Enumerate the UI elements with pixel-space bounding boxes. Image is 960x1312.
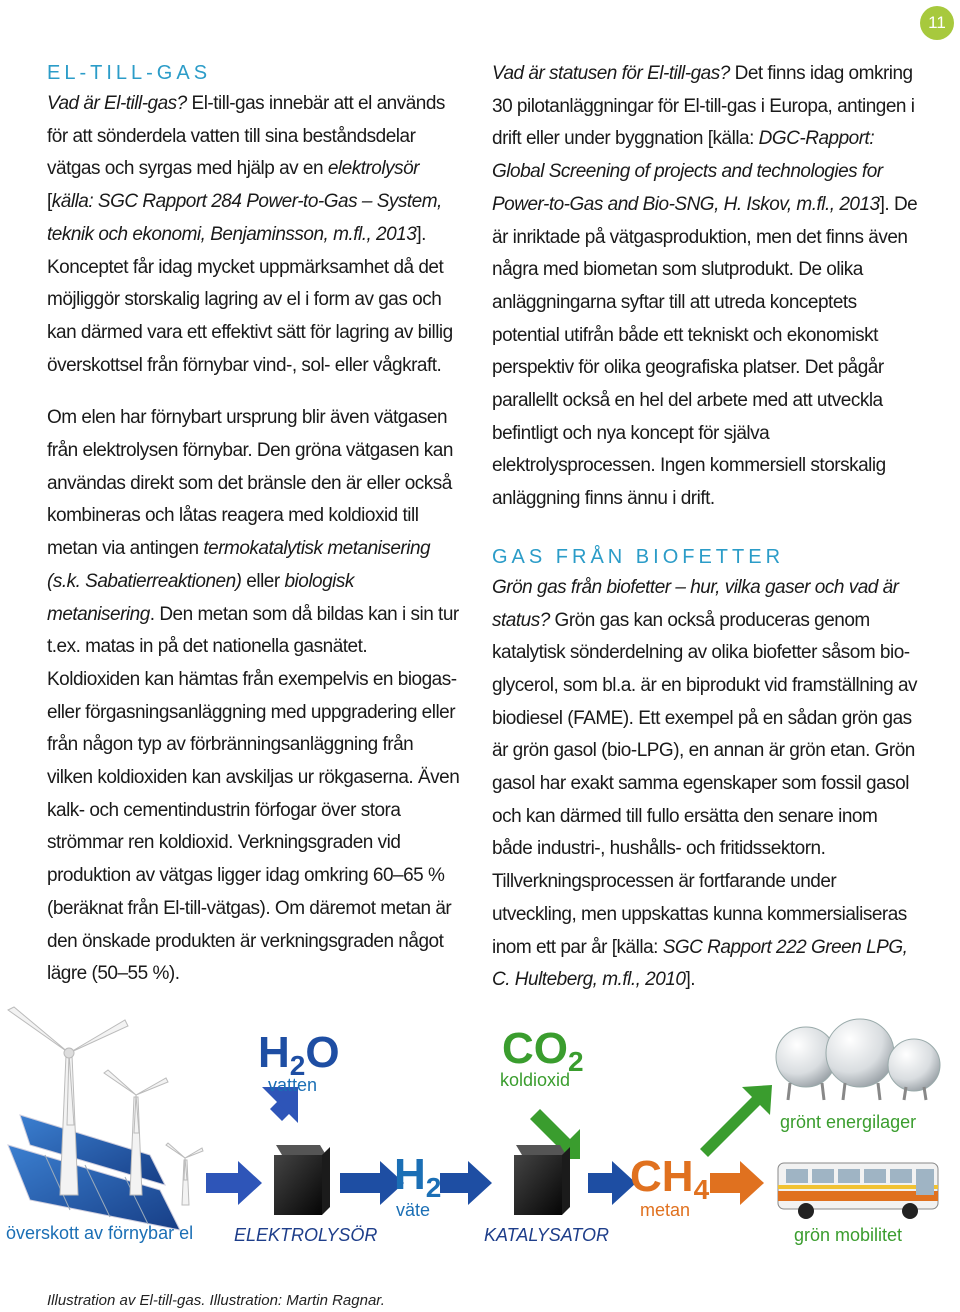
gas-storage-icon xyxy=(776,1019,940,1100)
catalyst-label: KATALYSATOR xyxy=(484,1225,610,1245)
text: [ xyxy=(47,191,52,213)
arrow-icon xyxy=(530,1085,772,1159)
renewable-source-label: överskott av förnybar el xyxy=(6,1223,194,1243)
text: ]. De är inriktade på vätgasproduktion, men det finns även några med biometan som slutprodukt. De olika anläggningarna syftar till att utreda konceptets potential utifrån både ett tekniskt och ekonomiskt perspektiv för olika geografiska platser. Det pågår parallellt också en hel del arbete med att utveckla befintligt och nya koncept för själva elektrolysprocessen. Ingen kommersiell storskalig anläggning finns ännu i drift. xyxy=(492,193,918,510)
co2-label: koldioxid xyxy=(500,1070,571,1090)
formula-subscript: 4 xyxy=(693,1174,710,1205)
electrolyser-label: ELEKTROLYSÖR xyxy=(234,1225,378,1245)
h2-label: väte xyxy=(396,1200,431,1220)
formula-subscript: 2 xyxy=(289,1050,306,1081)
water-label: vatten xyxy=(268,1075,318,1095)
source-citation: SGC Rapport 222 Green LPG, C. Hulteberg, m.fl., 2010 xyxy=(492,936,908,991)
catalyst-unit-icon xyxy=(514,1145,570,1215)
section-heading-el-till-gas: EL-TILL-GAS xyxy=(47,62,212,84)
arrow-icon xyxy=(340,1161,636,1205)
co2-formula xyxy=(502,1024,584,1077)
ch4-formula xyxy=(630,1152,710,1205)
ch4-label: metan xyxy=(640,1200,691,1220)
h2-formula xyxy=(394,1150,442,1203)
paragraph-status xyxy=(492,58,922,516)
power-to-gas-illustration xyxy=(0,995,960,1265)
text: Om elen har förnybart ursprung blir även vätgasen från elektrolysen förnybar. Den gröna vätgasen kan användas direkt som det bränsle den är eller också kombineras och låtas reagera med koldioxid till metan via antingen xyxy=(47,407,453,560)
formula-part: CO xyxy=(502,1024,568,1073)
figure-caption: Illustration av El-till-gas. Illustration: Martin Ragnar. xyxy=(47,1292,385,1309)
text: ]. Konceptet får idag mycket uppmärksamhet då det möjliggör storskalig lagring av el i form av gas och kan därmed vara ett effektivt sätt för lagring av billig överskottsel från förnybar vind-, sol- eller vågkraft. xyxy=(47,223,453,376)
bus-icon xyxy=(778,1163,938,1219)
section-heading-biofetter: GAS FRÅN BIOFETTER xyxy=(492,545,785,568)
arrow-icon xyxy=(710,1161,764,1205)
question-lead: Vad är El-till-gas? xyxy=(47,93,187,114)
formula-part: H xyxy=(258,1028,290,1077)
text: Grön gas kan också produceras genom katalytisk sönderdelning av olika biofetter såsom bio-glycerol, som bl.a. är en biprodukt vid framställning av biodiesel (FAME). Ett exempel på en sådan grön gas är grön gasol (bio-LPG), en annan är grön etan. Grön gasol har exakt samma egenskaper som fossil gasol och kan därmed till fullo ersätta den senare inom både industri-, hushålls- och fritidssektorn. Tillverkningsprocessen är fortfarande under utveckling, men uppskattas kunna kommersialiseras inom ett par år [källa: xyxy=(492,609,918,958)
text: El-till-gas innebär att el används för att sönderdela vatten till sina beståndsdelar vätgas och syrgas med hjälp av en xyxy=(47,93,445,180)
text: eller xyxy=(241,570,285,592)
text: Det finns idag omkring 30 pilotanläggningar för El-till-gas i Europa, antingen i drift eller under byggnation [källa: xyxy=(492,63,915,150)
paragraph-biofetter xyxy=(492,572,922,997)
solar-panel-icon xyxy=(8,1115,180,1230)
left-column xyxy=(47,58,462,991)
right-column xyxy=(492,58,922,997)
page-number: 11 xyxy=(920,6,954,40)
paragraph-renewable xyxy=(47,402,462,991)
formula-part: O xyxy=(305,1028,340,1077)
formula-subscript: 2 xyxy=(425,1172,442,1203)
italic-term: biologisk metanisering xyxy=(47,570,354,625)
question-lead: Vad är statusen för El-till-gas? xyxy=(492,63,730,84)
formula-part: CH xyxy=(630,1152,694,1201)
text: . Den metan som då bildas kan i sin tur t.ex. matas in på det nationella gasnätet. Koldioxiden kan hämtas från exempelvis en biogas- eller förgasningsanläggning med uppgradering eller från någon typ av förbränningsanläggning från vilken koldioxiden kan avskiljas ur rökgaserna. Även kalk- och cementindustrin förfogar över stora strömmar ren koldioxid. Verkningsgraden vid produktion av vätgas ligger idag omkring 60–65 % (beräknat från El-till-vätgas). Om däremot metan är den önskade produkten är verkningsgraden något lägre (50–55 %). xyxy=(47,603,460,985)
formula-subscript: 2 xyxy=(568,1046,584,1077)
formula-part: H xyxy=(394,1150,426,1199)
electrolyser-unit-icon xyxy=(274,1145,330,1215)
source-citation: DGC-Rapport: Global Screening of projects and technologies for Power-to-Gas and Bio-SNG, H. Iskov, m.fl., 2013 xyxy=(492,128,883,215)
energy-storage-label: grönt energilager xyxy=(780,1112,917,1132)
mobility-label: grön mobilitet xyxy=(794,1225,903,1245)
italic-term: elektrolysör xyxy=(327,158,419,180)
text: ]. xyxy=(685,969,695,991)
source-citation: källa: SGC Rapport 284 Power-to-Gas – System, teknik och ekonomi, Benjaminsson, m.fl., 2013 xyxy=(47,191,442,245)
h2o-formula xyxy=(258,1028,340,1081)
question-lead: Grön gas från biofetter – hur, vilka gaser och vad är status? xyxy=(492,576,899,631)
paragraph-intro xyxy=(47,88,462,382)
italic-term: termokatalytisk metanisering (s.k. Sabatierreaktionen) xyxy=(47,538,431,592)
